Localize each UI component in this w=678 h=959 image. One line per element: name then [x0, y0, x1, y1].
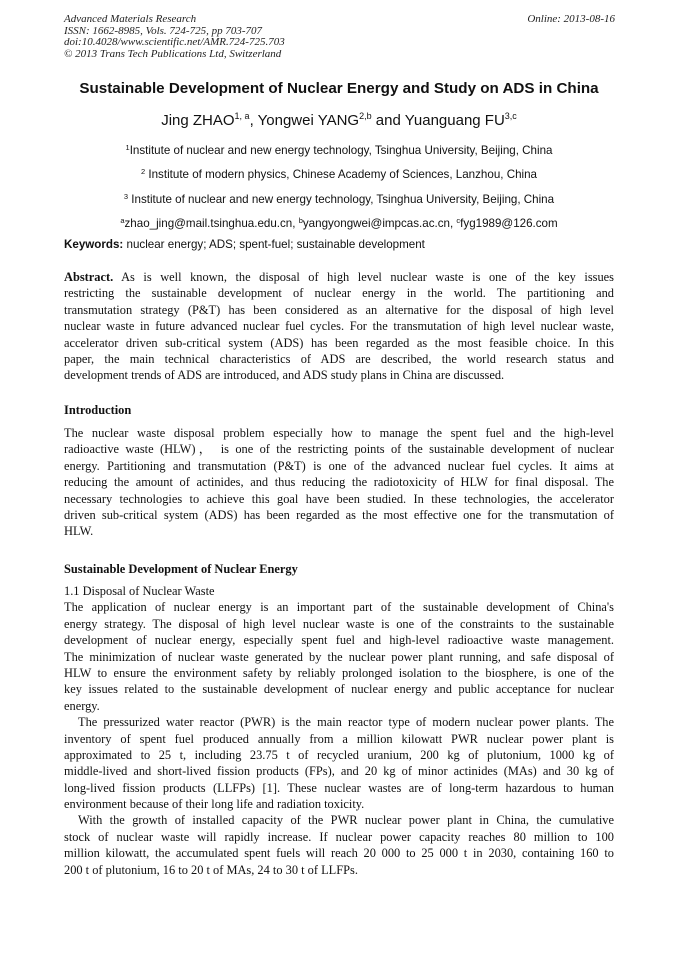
- email-mark: c: [456, 216, 461, 226]
- paragraph-line: driven sub-critical system (ADS) has been regarded as the most effective one for the transmutation of: [64, 507, 614, 522]
- paragraph-line: 200 t of plutonium, 16 to 20 t of MAs, 24 to 30 t of LLFPs.: [64, 862, 358, 877]
- affiliation: [0, 161, 678, 185]
- online-date: Online: 2013-08-16: [527, 13, 615, 25]
- paragraph-line: stock of nuclear waste will rapidly increase. If nuclear power capacity reaches 80 million to 100: [64, 829, 614, 844]
- affiliation-text: Institute of modern physics, Chinese Academy of Sciences, Lanzhou, China: [145, 168, 537, 182]
- abstract-line: nuclear waste in future advanced nuclear fuel cycles. For the transmutation of high level nuclear waste,: [64, 319, 614, 334]
- paragraph-line: environment because of their long life and radiation toxicity.: [64, 797, 365, 812]
- paragraph-line: development of nuclear energy, especially spent fuel and high-level radioactive waste management.: [64, 633, 614, 648]
- paragraph-line: million kilowatt, the accumulated spent fuels will reach 20 000 to 25 000 t in 2030, containing 160 to: [64, 846, 614, 861]
- author-affil-mark: 1, a: [234, 111, 250, 121]
- abstract-label: Abstract.: [64, 270, 114, 284]
- keywords-text: nuclear energy; ADS; spent-fuel; sustainable development: [123, 238, 425, 251]
- abstract-line: [64, 269, 614, 285]
- email-link[interactable]: yangyongwei@impcas.ac.cn,: [302, 217, 457, 231]
- affiliation-list: [0, 137, 678, 235]
- affiliation-text: Institute of nuclear and new energy technology, Tsinghua University, Beijing, China: [129, 144, 553, 157]
- paragraph-line: middle-lived and short-lived fission products (FPs), and 20 kg of minor actinides (MAs) and 30 kg of: [64, 764, 614, 779]
- paragraph-line: The minimization of nuclear waste generated by the nuclear power plant running, and safe disposal of: [64, 649, 614, 664]
- abstract-line: paper, the main technical characteristics of ADS are described, the world research status and: [64, 351, 614, 366]
- copyright-line: © 2013 Trans Tech Publications Ltd, Switzerland: [64, 47, 282, 60]
- abstract-line: development trends of ADS are introduced, and ADS study plans in China are discussed.: [64, 368, 505, 383]
- author-separator: and: [371, 112, 405, 129]
- affiliation-mark: 1: [125, 143, 130, 152]
- paragraph-line: With the growth of installed capacity of the PWR nuclear power plant in China, the cumulative: [78, 813, 614, 828]
- author-affil-mark: 3,c: [504, 111, 517, 121]
- email-list: [0, 210, 678, 234]
- paragraph-line: radioactive waste (HLW)， is one of the restricting points of the sustainable development of nuclear: [64, 442, 614, 457]
- affiliation-mark: 3: [123, 191, 129, 201]
- abstract: [64, 269, 614, 384]
- introduction-heading: Introduction: [64, 403, 132, 417]
- abstract-line: transmutation strategy (P&T) has been considered as an alternative for the disposal of high level: [64, 302, 614, 317]
- paragraph-line: The application of nuclear energy is an important part of the sustainable development of China's: [64, 600, 614, 615]
- paragraph-line: key issues related to the sustainable development of nuclear energy and public acceptance for nuclear: [64, 682, 614, 697]
- paragraph-line: energy strategy. The disposal of high level nuclear waste is one of the constraints to the sustainable: [64, 616, 614, 631]
- author-affil-mark: 2,b: [359, 111, 372, 121]
- keywords: [64, 238, 425, 251]
- paragraph-line: approximated to 25 t, including 23.75 t of recycled uranium, 200 kg of plutonium, 1000 kg of: [64, 747, 614, 762]
- abstract-text: As is well known, the disposal of high level nuclear waste is one of the key issues: [113, 270, 614, 284]
- paragraph-line: The pressurized water reactor (PWR) is the main reactor type of modern nuclear power plants. The: [78, 715, 614, 730]
- paragraph-line: inventory of spent fuel produced annually from a million kilowatt PWR nuclear power plant is: [64, 731, 614, 746]
- issn-line: ISSN: 1662-8985, Vols. 724-725, pp 703-707: [64, 24, 262, 37]
- paragraph-line: energy.: [64, 698, 100, 713]
- section-body: [64, 583, 614, 878]
- author-separator: ,: [249, 112, 258, 129]
- paper-title: Sustainable Development of Nuclear Energy and Study on ADS in China: [79, 80, 599, 97]
- paragraph-line: The nuclear waste disposal problem especially how to manage the spent fuel and the high-level: [64, 426, 614, 440]
- affiliation: [0, 186, 678, 210]
- author-name: Jing ZHAO: [161, 112, 235, 129]
- author-list: [0, 111, 678, 129]
- abstract-line: accelerator driven sub-critical system (ADS) has been regarded as the most feasible choice. In this: [64, 335, 614, 350]
- journal-header: [64, 14, 285, 60]
- affiliation: [0, 137, 678, 161]
- paragraph-line: energy. Partitioning and transmutation (P&T) is one of the advanced nuclear fuel cycles. It aims at: [64, 458, 614, 473]
- keywords-label: Keywords:: [64, 238, 124, 251]
- subsection-heading: 1.1 Disposal of Nuclear Waste: [64, 584, 215, 598]
- paragraph-line: HLW to ensure the environment safety by reliably prolonged isolation to the biosphere, is one of the: [64, 665, 614, 680]
- paragraph-line: HLW.: [64, 524, 94, 539]
- section-heading: Sustainable Development of Nuclear Energy: [64, 562, 298, 576]
- email-mark: a: [120, 216, 125, 226]
- email-link[interactable]: fyg1989@126.com: [460, 217, 558, 231]
- abstract-line: restricting the sustainable development of nuclear energy in the world. The partitioning and: [64, 286, 614, 301]
- affiliation-text: Institute of nuclear and new energy technology, Tsinghua University, Beijing, China: [128, 192, 555, 206]
- author-name: Yuanguang FU: [404, 112, 505, 129]
- doi-line: doi:10.4028/www.scientific.net/AMR.724-725.703: [64, 36, 285, 48]
- author-name: Yongwei YANG: [257, 112, 360, 129]
- email-link[interactable]: zhao_jing@mail.tsinghua.edu.cn,: [124, 217, 299, 231]
- paragraph-line: necessary technologies to achieve this goal have been studied. In these technologies, the accelerator: [64, 491, 614, 506]
- journal-name: Advanced Materials Research: [64, 13, 197, 25]
- paragraph-line: long-lived fission products (LLFPs) [1]. These nuclear wastes are of long-term hazardous to human: [64, 780, 614, 795]
- email-mark: b: [298, 216, 303, 226]
- introduction-body: [64, 425, 614, 540]
- paragraph-line: reducing the amount of actinides, and thus reducing the radiotoxicity of HLW for final disposal. The: [64, 475, 614, 490]
- affiliation-mark: 2: [141, 167, 146, 177]
